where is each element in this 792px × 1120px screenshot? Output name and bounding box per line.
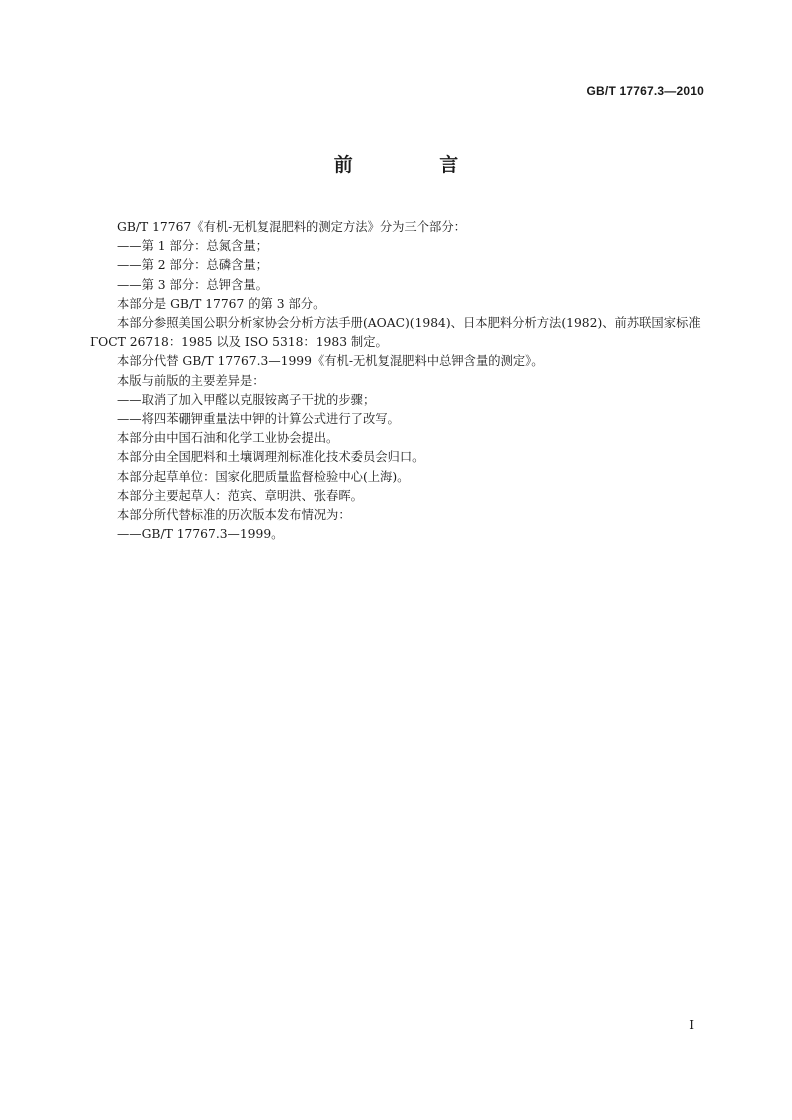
paragraph-managed-by: 本部分由全国肥料和土壤调理剂标准化技术委员会归口。 bbox=[117, 450, 425, 465]
list-item-previous-edition: ——GB/T 17767.3—1999。 bbox=[117, 527, 284, 542]
list-item-difference-2: ——将四苯硼钾重量法中钾的计算公式进行了改写。 bbox=[117, 412, 400, 427]
list-item-part-2: ——第 2 部分：总磷含量； bbox=[117, 258, 268, 273]
paragraph-proposed-by: 本部分由中国石油和化学工业协会提出。 bbox=[117, 431, 339, 446]
paragraph-replaces: 本部分代替 GB/T 17767.3—1999《有机-无机复混肥料中总钾含量的测定》。 bbox=[117, 354, 544, 369]
list-item-part-1: ——第 1 部分：总氮含量； bbox=[117, 239, 268, 254]
paragraph-previous-editions: 本部分所代替标准的历次版本发布情况为： bbox=[117, 508, 351, 523]
paragraph-parts-intro: GB/T 17767《有机-无机复混肥料的测定方法》分为三个部分： bbox=[117, 220, 466, 234]
page-title: 前 言 bbox=[333, 154, 499, 176]
paragraph-references: 本部分参照美国公职分析家协会分析方法手册(AOAC)(1984)、日本肥料分析方法(1982)、前苏联国家标准 ГОСТ 26718：1985 以及 ISO 5318：1983 制定。 bbox=[90, 316, 701, 350]
paragraph-this-part: 本部分是 GB/T 17767 的第 3 部分。 bbox=[117, 296, 326, 311]
list-item-part-3: ——第 3 部分：总钾含量。 bbox=[117, 277, 268, 292]
paragraph-differences-intro: 本版与前版的主要差异是： bbox=[117, 373, 265, 388]
paragraph-drafting-unit: 本部分起草单位：国家化肥质量监督检验中心(上海)。 bbox=[117, 469, 410, 484]
page-number: I bbox=[689, 1018, 694, 1032]
list-item-difference-1: ——取消了加入甲醛以克服铵离子干扰的步骤； bbox=[117, 392, 376, 407]
standard-code: GB/T 17767.3—2010 bbox=[586, 84, 704, 98]
foreword-body bbox=[90, 218, 706, 544]
paragraph-drafters: 本部分主要起草人：范宾、章明洪、张春晖。 bbox=[117, 488, 363, 503]
